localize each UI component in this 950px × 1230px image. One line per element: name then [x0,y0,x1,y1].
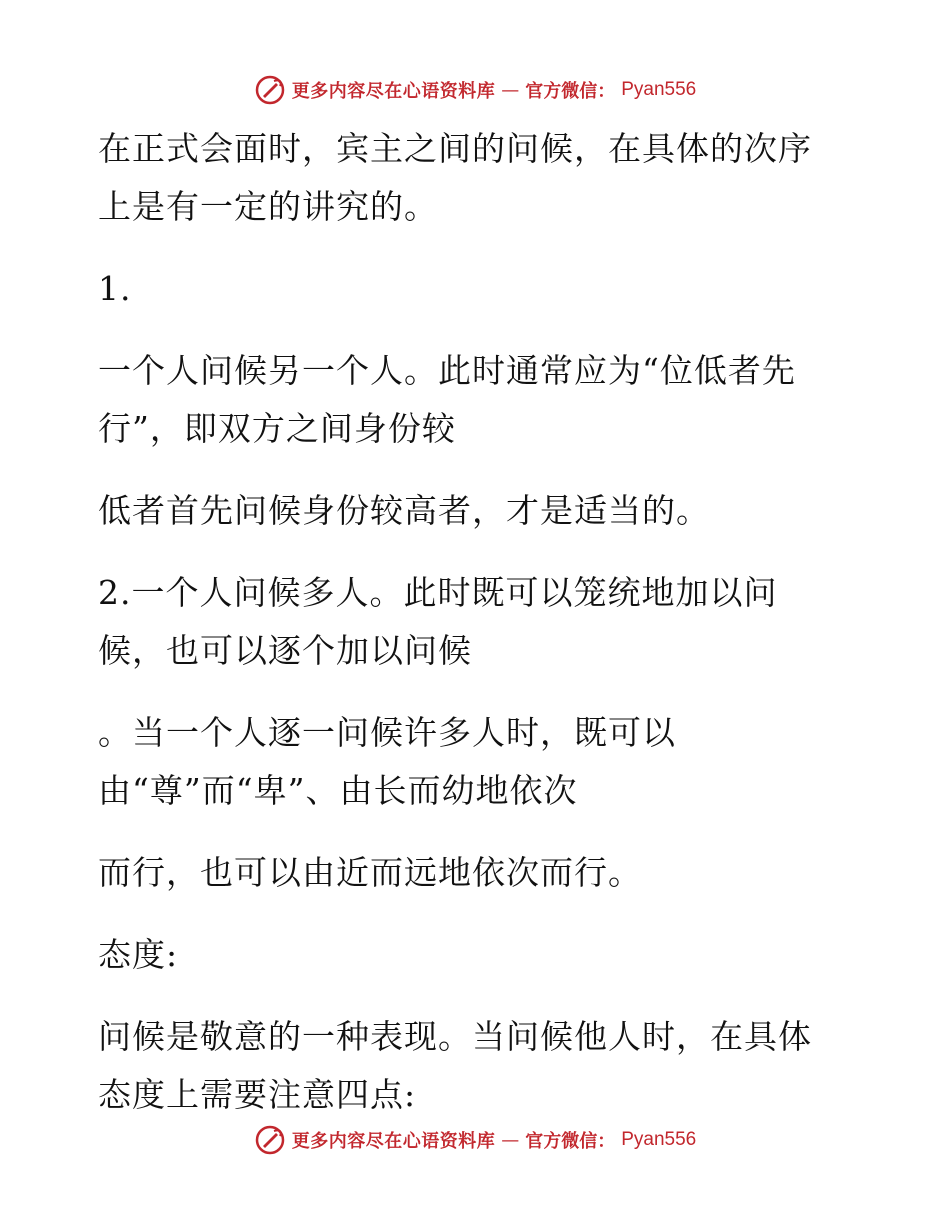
text-line: 问候是敬意的一种表现。当问候他人时，在具体 [98,1017,812,1056]
banner-wechat-label: 官方微信： [525,81,616,102]
text-line: 而行，也可以由近而远地依次而行。 [98,853,642,892]
paragraph [98,844,838,902]
header-banner [0,70,950,110]
document-body [98,120,838,1124]
banner-wechat-id: Pyan556 [621,1129,697,1150]
footer-banner [0,1120,950,1160]
text-line: 态度: [98,935,179,974]
text-line: 上是有一定的讲究的。 [98,187,438,226]
text-line: 行”，即双方之间身份较 [98,409,456,448]
banner-text: 更多内容尽在心语资料库 [291,1131,496,1152]
paragraph [98,342,838,458]
text-line: 低者首先问候身份较高者，才是适当的。 [98,491,710,530]
text-line: 2.一个人问候多人。此时既可以笼统地加以问 [98,573,778,612]
banner-text: 更多内容尽在心语资料库 [291,81,496,102]
quill-logo-icon [254,74,286,106]
paragraph [98,120,838,236]
paragraph [98,926,838,984]
paragraph [98,260,838,318]
text-line: 由“尊”而“卑”、由长而幼地依次 [98,771,578,810]
banner-wechat-id: Pyan556 [621,79,697,100]
banner-separator: — [501,79,520,101]
paragraph [98,704,838,820]
quill-logo-icon [254,1124,286,1156]
banner-separator: — [501,1129,520,1151]
text-line: 候，也可以逐个加以问候 [98,631,472,670]
text-line: 1. [98,269,132,308]
paragraph [98,482,838,540]
text-line: 一个人问候另一个人。此时通常应为“位低者先 [98,351,796,390]
paragraph [98,1008,838,1124]
text-line: 在正式会面时，宾主之间的问候，在具体的次序 [98,129,812,168]
text-line: 态度上需要注意四点: [98,1075,417,1114]
paragraph [98,564,838,680]
banner-wechat-label: 官方微信： [525,1131,616,1152]
text-line: 。当一个人逐一问候许多人时，既可以 [98,713,676,752]
